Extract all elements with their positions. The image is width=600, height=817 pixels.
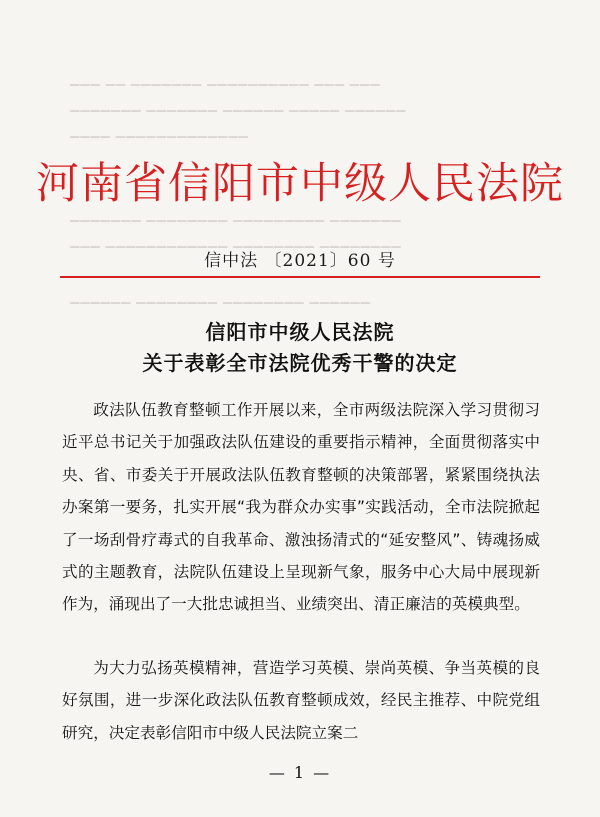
bleed-through-text: ▁▁▁ ▁▁▁▁▁▁▁▁▁▁▁▁ ▁▁▁▁▁▁▁▁ ▁▁▁▁▁▁▁▁ (70, 234, 402, 248)
bleed-through-text: ▁▁▁▁ ▁▁▁▁▁▁▁▁▁▁▁▁▁ (70, 124, 249, 138)
page-number: — 1 — (268, 763, 332, 782)
document-title-line1: 信阳市中级人民法院 (205, 320, 395, 344)
bleed-through-text: ▁▁▁▁▁▁ ▁▁▁▁▁▁▁▁ ▁▁▁▁▁▁▁▁ ▁▁▁▁▁▁ (70, 290, 371, 304)
document-number: 信中法 〔2021〕60 号 (204, 251, 396, 271)
court-name-header: 河南省信阳市中级人民法院 (36, 159, 564, 209)
body-paragraph-2: 为大力弘扬英模精神，营造学习英模、崇尚英模、争当英模的良好氛围，进一步深化政法队伍教育整顿成效，经民主推荐、中院党组研究，决定表彰信阳市中级人民法院立案二 (62, 659, 540, 742)
document-title-line2: 关于表彰全市法院优秀干警的决定 (142, 351, 458, 375)
red-divider-line (60, 276, 540, 278)
bleed-through-text: ▁▁▁▁▁▁▁ ▁▁▁▁▁▁▁ ▁▁▁▁▁▁ ▁▁▁▁▁ ▁▁▁▁▁▁ (70, 98, 407, 112)
bleed-through-text: ▁▁▁▁▁▁▁ ▁▁▁▁▁▁▁▁ ▁▁▁▁▁▁▁▁▁ ▁▁▁▁▁▁▁ (70, 208, 402, 222)
body-paragraph-1: 政法队伍教育整顿工作开展以来，全市两级法院深入学习贯彻习近平总书记关于加强政法队伍建设的重要指示精神，全面贯彻落实中央、省、市委关于开展政法队伍教育整顿的决策部署，紧紧围绕执法办案第一要务，扎实开展“我为群众办实事”实践活动，全市法院掀起了一场刮骨疗毒式的自我革命、激浊扬清式的“延安整风”、铸魂扬威式的主题教育，法院队伍建设上呈现新气象，服务中心大局中展现新作为，涌现出了一大批忠诚担当、业绩突出、清正廉洁的英模典型。 (62, 401, 540, 614)
bleed-through-text: ▁▁▁ ▁▁ ▁▁▁▁▁▁▁ ▁▁▁▁▁▁▁▁▁▁ ▁▁▁ ▁▁▁ (70, 72, 381, 86)
